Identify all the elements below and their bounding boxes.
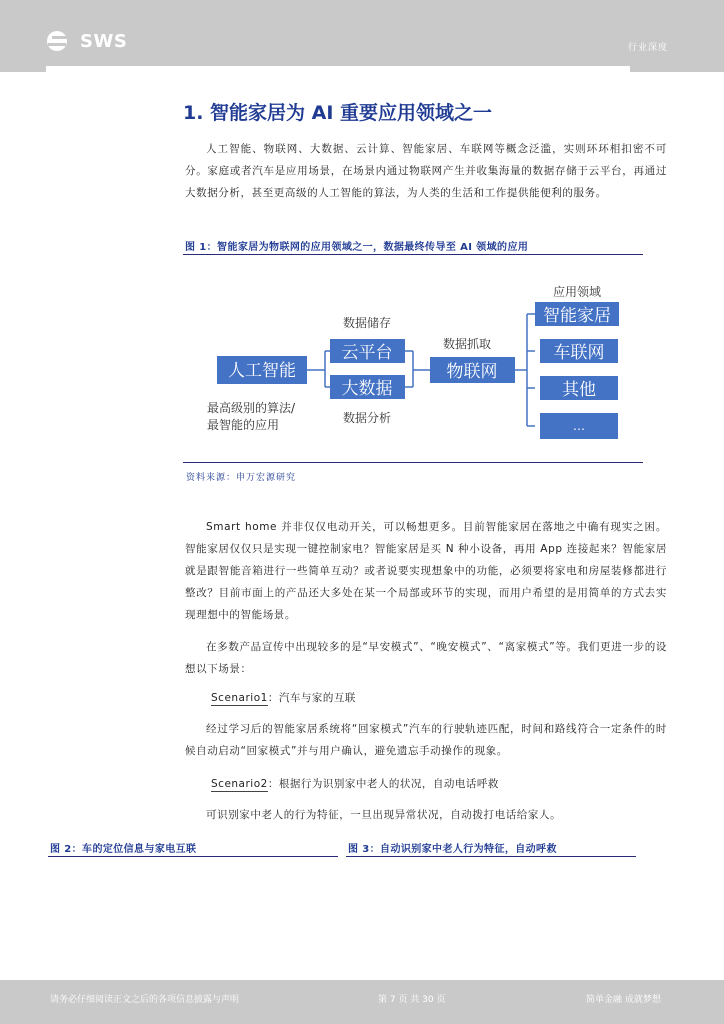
scenario1-paragraph: 经过学习后的智能家居系统将“回家模式”汽车的行驶轨迹匹配，时间和路线符合一定条件的时候自动启动“回家模式”并与用户确认，避免遗忘手动操作的现象。 (185, 723, 667, 757)
figure1-top-rule (183, 254, 643, 255)
figure3-caption: 图 3：自动识别家中老人行为特征，自动呼救 (348, 844, 557, 855)
scenario2-heading (211, 776, 499, 791)
app-item-smart-home: 智能家居 (543, 306, 611, 326)
logo-text: SWS (80, 30, 128, 52)
iot-box-label: 物联网 (446, 362, 498, 382)
page-header (0, 0, 724, 66)
ai-sub-line2: 最智能的应用 (207, 418, 280, 432)
ai-sub-line1: 最高级别的算法/ (207, 401, 296, 415)
footer-slogan: 简单金融 成就梦想 (586, 995, 661, 1005)
header-divider-right (630, 66, 724, 72)
cloud-platform-label: 云平台 (341, 343, 393, 363)
ai-box-label: 人工智能 (228, 361, 296, 381)
figure2-rule (48, 856, 338, 857)
scenario1-heading (211, 690, 356, 705)
figure1-source: 资料来源：申万宏源研究 (186, 473, 297, 483)
scenario1-title: ：汽车与家的互联 (267, 692, 356, 704)
app-domain-label: 应用领域 (552, 285, 602, 299)
smart-home-paragraph: Smart home 并非仅仅电动开关，可以畅想更多。目前智能家居在落地之中确有现实之困。智能家居仅仅只是实现一键控制家电？智能家居是买 N 种小设备，再用 App 连接起来？智能家居就是跟智能音箱进行一些简单互动？或者说要实现想象中的功能，必须要将家电和房屋装修都进行整改？目前市面上的产品还大多处在某一个局部或环节的实现，而用户希望的是用简单的方式去实现理想中的智能场景。 (185, 521, 667, 621)
report-type-label: 行业深度 (628, 43, 669, 53)
scenario1-name: Scenario1 (211, 692, 268, 704)
section-heading: 1. 智能家居为 AI 重要应用领域之一 (183, 102, 493, 124)
sws-logo (46, 30, 127, 52)
app-item-other: 其他 (562, 380, 596, 400)
figure3-rule (346, 856, 636, 857)
scenario2-name: Scenario2 (211, 778, 268, 790)
header-divider-left (0, 66, 46, 72)
scenario2-title: ：根据行为识别家中老人的状况，自动电话呼救 (267, 778, 499, 790)
scenario2-paragraph: 可识别家中老人的行为特征，一旦出现异常状况，自动拨打电话给家人。 (206, 809, 562, 821)
capture-label: 数据抓取 (442, 337, 492, 351)
figure2-caption: 图 2：车的定位信息与家电互联 (50, 844, 197, 855)
sws-logo-icon (46, 30, 76, 52)
storage-label: 数据储存 (342, 316, 392, 330)
intro-paragraph: 人工智能、物联网、大数据、云计算、智能家居、车联网等概念泛滥，实则环环相扣密不可分。家庭或者汽车是应用场景，在场景内通过物联网产生并收集海量的数据存储于云平台，再通过大数据分析，甚至更高级的人工智能的算法，为人类的生活和工作提供能便利的服务。 (185, 143, 667, 199)
footer-page-number: 第 7 页 共 30 页 (378, 995, 446, 1005)
bigdata-label: 大数据 (341, 379, 393, 399)
analysis-label: 数据分析 (342, 411, 392, 425)
figure1-bottom-rule (183, 462, 643, 463)
page-footer (0, 980, 724, 1024)
app-item-iov: 车联网 (553, 343, 605, 363)
footer-disclaimer: 请务必仔细阅读正文之后的各项信息披露与声明 (50, 995, 240, 1005)
figure1-caption: 图 1：智能家居为物联网的应用领域之一，数据最终传导至 AI 领域的应用 (185, 242, 529, 253)
app-item-more: … (573, 419, 585, 433)
modes-paragraph: 在多数产品宣传中出现较多的是“早安模式”、“晚安模式”、“离家模式”等。我们更进一步的设想以下场景： (185, 641, 667, 675)
figure1-diagram (195, 278, 635, 448)
